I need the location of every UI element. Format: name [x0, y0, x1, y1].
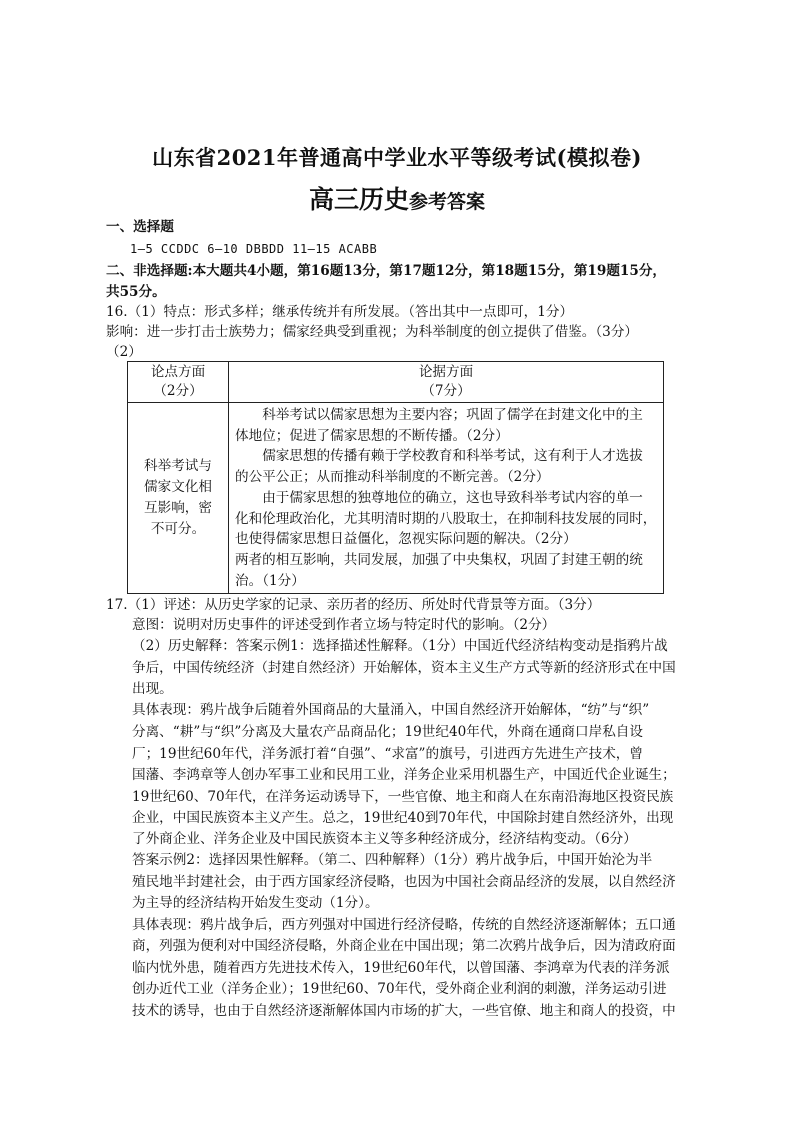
- table-header-basis: [229, 362, 664, 403]
- basis-para2-a: 儒家思想的传播有赖于学校教育和科举考试，这有利于人才选拔: [262, 448, 643, 465]
- q17-text-line: 创办近代工业（洋务企业）；19世纪60、70年代，受外商企业利润的刺激，洋务运动引进: [132, 981, 667, 997]
- aspect-text-1: 科举考试与: [144, 458, 212, 475]
- table-header-aspect: [128, 362, 229, 403]
- q17-text-line: 分离、“耕”与“织”分离及大量农产品商品化；19世纪40年代，外商在通商口岸私自设: [132, 724, 643, 740]
- answer-key-title: [0, 180, 794, 216]
- q17-text-line: 具体表现：鸦片战争后，西方列强对中国进行经济侵略，传统的自然经济逐渐解体；五口通: [132, 917, 676, 933]
- q17-text-line: 殖民地半封建社会，由于西方国家经济侵略，也因为中国社会商品经济的发展，以自然经济: [132, 874, 676, 890]
- aspect-text-2: 儒家文化相: [144, 479, 212, 496]
- answer-key-title-small: 参考答案: [409, 191, 486, 213]
- basis-para2-b: 的公平公正；从而推动科举制度的不断完善。（2分）: [235, 469, 550, 486]
- basis-para3-b: 化和伦理政治化，尤其明清时期的八股取士，在抑制科技发展的同时，: [235, 510, 657, 527]
- header-basis-points: （7分）: [421, 383, 471, 399]
- header-aspect-points: （2分）: [153, 383, 203, 399]
- basis-para3-a: 由于儒家思想的独尊地位的确立，这也导致科举考试内容的单一: [262, 489, 643, 506]
- q17-text-line: 了外商企业、洋务企业及中国民族资本主义等多种经济成分，经济结构变动。（6分）: [132, 831, 637, 847]
- q17-text-line: 临内忧外患，随着西方先进技术传入，19世纪60年代，以曾国藩、李鸿章为代表的洋务派: [132, 960, 670, 976]
- exam-title: 山东省2021年普通高中学业水平等级考试(模拟卷): [152, 145, 642, 170]
- header-aspect-label: 论点方面: [150, 364, 206, 380]
- basis-para4-a: 两者的相互影响，共同发展，加强了中央集权，巩固了封建王朝的统: [235, 551, 643, 568]
- section2-heading-cont: 共55分。: [106, 284, 166, 300]
- q16-impact: 影响：进一步打击士族势力；儒家经典受到重视；为科举制度的创立提供了借鉴。（3分）: [106, 324, 639, 340]
- q17-text-line: 国藩、李鸿章等人创办军事工业和民用工业，洋务企业采用机器生产，中国近代企业诞生；: [132, 767, 676, 783]
- q16-part2-label: （2）: [106, 344, 142, 360]
- multiple-choice-answers: 1—5 CCDDC 6—10 DBBDD 11—15 ACABB: [130, 242, 378, 256]
- q17-text-line: 具体表现：鸦片战争后随着外国商品的大量涌入，中国自然经济开始解体，“纺”与“织”: [132, 702, 650, 718]
- q17-text-line: （2）历史解释：答案示例1：选择描述性解释。（1分）中国近代经济结构变动是指鸦片战: [132, 638, 668, 654]
- table-cell-basis: [229, 403, 664, 594]
- section1-heading: 一、选择题: [106, 219, 174, 235]
- table-cell-aspect: [128, 403, 229, 594]
- q17-text-line: 争后，中国传统经济（封建自然经济）开始解体，资本主义生产方式等新的经济形式在中国: [132, 660, 676, 676]
- basis-para1-b: 体地位；促进了儒家思想的不断传播。（2分）: [235, 427, 509, 444]
- q17-text-line: 商，列强为便利对中国经济侵略，外商企业在中国出现；第二次鸦片战争后，因为清政府面: [132, 938, 676, 954]
- q17-text-line: 答案示例2：选择因果性解释。（第二、四种解释）（1分）鸦片战争后，中国开始沦为半: [132, 852, 653, 868]
- section2-heading: 二、非选择题:本大题共4小题，第16题13分，第17题12分，第18题15分，第19题15分，: [106, 263, 667, 279]
- q17-part1: 17.（1）评述：从历史学家的记录、亲历者的经历、所处时代背景等方面。（3分）: [106, 597, 601, 613]
- basis-para3-c: 也使得儒家思想日益僵化，忽视实际问题的解决。（2分）: [235, 531, 577, 548]
- basis-para4-b: 治。（1分）: [235, 572, 305, 589]
- aspect-text-3: 互影响，密: [144, 500, 212, 517]
- header-basis-label: 论据方面: [418, 364, 474, 380]
- q17-text-line: 厂；19世纪60年代，洋务派打着“自强”、“求富”的旗号，引进西方先进生产技术，曾: [132, 746, 643, 762]
- answer-key-title-main: 高三历史: [308, 185, 409, 214]
- q17-text-line: 技术的诱导，也由于自然经济逐渐解体国内市场的扩大，一些官僚、地主和商人的投资，中: [132, 1003, 676, 1019]
- q17-intent: 意图：说明对历史事件的评述受到作者立场与特定时代的影响。（2分）: [132, 617, 556, 633]
- q16-answer-table: [127, 361, 664, 594]
- q16-part1: 16.（1）特点：形式多样；继承传统并有所发展。（答出其中一点即可，1分）: [106, 304, 574, 320]
- q17-text-line: 企业，中国民族资本主义产生。总之，19世纪40到70年代，中国除封建自然经济外，出现: [132, 810, 674, 826]
- q17-text-line: 19世纪60、70年代，在洋务运动诱导下，一些官僚、地主和商人在东南沿海地区投资民族: [132, 789, 674, 805]
- q17-text-line: 为主导的经济结构开始发生变动（1分）。: [132, 895, 379, 911]
- basis-para1-a: 科举考试以儒家思想为主要内容；巩固了儒学在封建文化中的主: [262, 407, 643, 423]
- q17-text-line: 出现。: [132, 681, 173, 697]
- aspect-text-4: 不可分。: [150, 521, 206, 538]
